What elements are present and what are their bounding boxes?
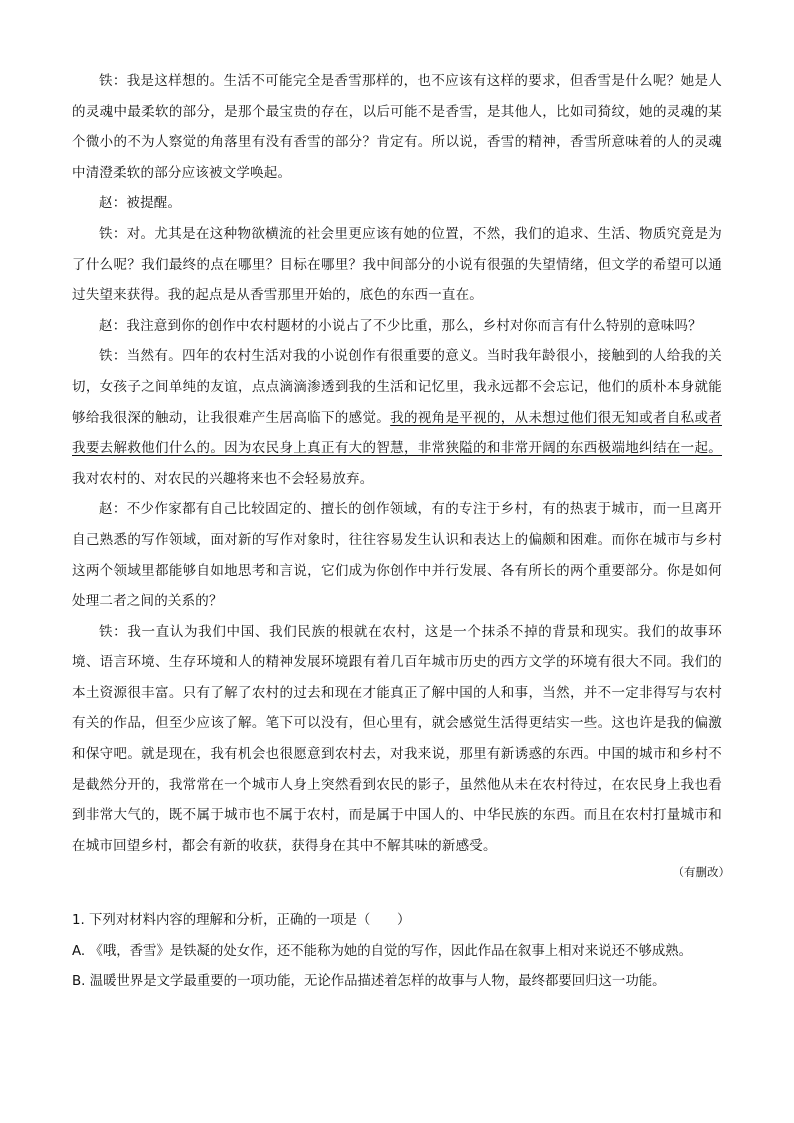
paragraph: 赵：我注意到你的创作中农村题材的小说占了不少比重，那么，乡村对你而言有什么特别的意味吗？ [99, 317, 702, 334]
paragraph: 铁：我一直认为我们中国、我们民族的根就在农村，这是一个抹杀不掉的背景和现实。我们的故事环境、语言环境、生存环境和人的精神发展环境跟有着几百年城市历史的西方文学的环境有很大不同。我们的本土资源很丰富。只有了解了农村的过去和现在才能真正了解中国的人和事，当然，并不一定非得写与农村有关的作品，但至少应该了解。笔下可以没有，但心里有，就会感觉生活得更结实一些。这也许是我的偏激和保守吧。就是现在，我有机会也很愿意到农村去，对我来说，那里有新诱惑的东西。中国的城市和乡村不是截然分开的，我常常在一个城市人身上突然看到农民的影子，虽然他从未在农村待过，在农民身上我也看到非常大气的，既不属于城市也不属于农村，而是属于中国人的、中华民族的东西。而且在农村打量城市和在城市回望乡村，都会有新的收获，获得身在其中不解其味的新感受。 [72, 623, 722, 854]
source-note: （有删改） [672, 865, 730, 880]
paragraph: 铁：对。尤其是在这种物欲横流的社会里更应该有她的位置，不然，我们的追求、生活、物质究竟是为了什么呢？我们最终的点在哪里？目标在哪里？我中间部分的小说有很强的失望情绪，但文学的希望可以通过失望来获得。我的起点是从香雪那里开始的，底色的东西一直在。 [72, 225, 722, 304]
underlined-passage: 我的视角是平视的，从未想过他们很无知或者自私或者我要去解救他们什么的。因为农民身上真正有大的智慧，非常狭隘的和非常开阔的东西极端地纠结在一起。 [72, 409, 722, 457]
text-segment: 我对农村的、对农民的兴趣将来也不会轻易放弃。 [72, 470, 374, 487]
question-stem: 1. 下列对材料内容的理解和分析，正确的一项是（ ） [72, 913, 411, 928]
text-segment: 铁：当然有。四年的农村生活对我的小说创作有很重要的意义。当时我年龄很小，接触到的人给我的关切，女孩子之间单纯的友谊，点点滴滴渗透到我的生活和记忆里，我永远都不会忘记，他们的质朴本身就能够给我很深的触动，让我很难产生居高临下的感觉。 [72, 348, 722, 426]
paragraph: 赵：被提醒。 [99, 195, 182, 212]
paragraph: 铁：我是这样想的。生活不可能完全是香雪那样的，也不应该有这样的要求，但香雪是什么呢？她是人的灵魂中最柔软的部分，是那个最宝贵的存在，以后可能不是香雪，是其他人，比如司猗纹，她的灵魂的某个微小的不为人察觉的角落里有没有香雪的部分？肯定有。所以说，香雪的精神，香雪所意味着的人的灵魂中清澄柔软的部分应该被文学唤起。 [72, 73, 722, 181]
paragraph [72, 341, 722, 494]
interview-text [72, 66, 730, 883]
option-b: B. 温暖世界是文学最重要的一项功能，无论作品描述着怎样的故事与人物，最终都要回归这一功能。 [72, 973, 666, 989]
question-section [72, 906, 724, 996]
option-a: A. 《哦，香雪》是铁凝的处女作，还不能称为她的自觉的写作，因此作品在叙事上相对来说还不够成熟。 [72, 943, 693, 959]
paragraph: 赵：不少作家都有自己比较固定的、擅长的创作领域，有的专注于乡村，有的热衷于城市，而一旦离开自己熟悉的写作领域，面对新的写作对象时，往往容易发生认识和表达上的偏颇和困难。而你在城市与乡村这两个领域里都能够自如地思考和言说，它们成为你创作中并行发展、各有所长的两个重要部分。你是如何处理二者之间的关系的？ [72, 501, 722, 610]
